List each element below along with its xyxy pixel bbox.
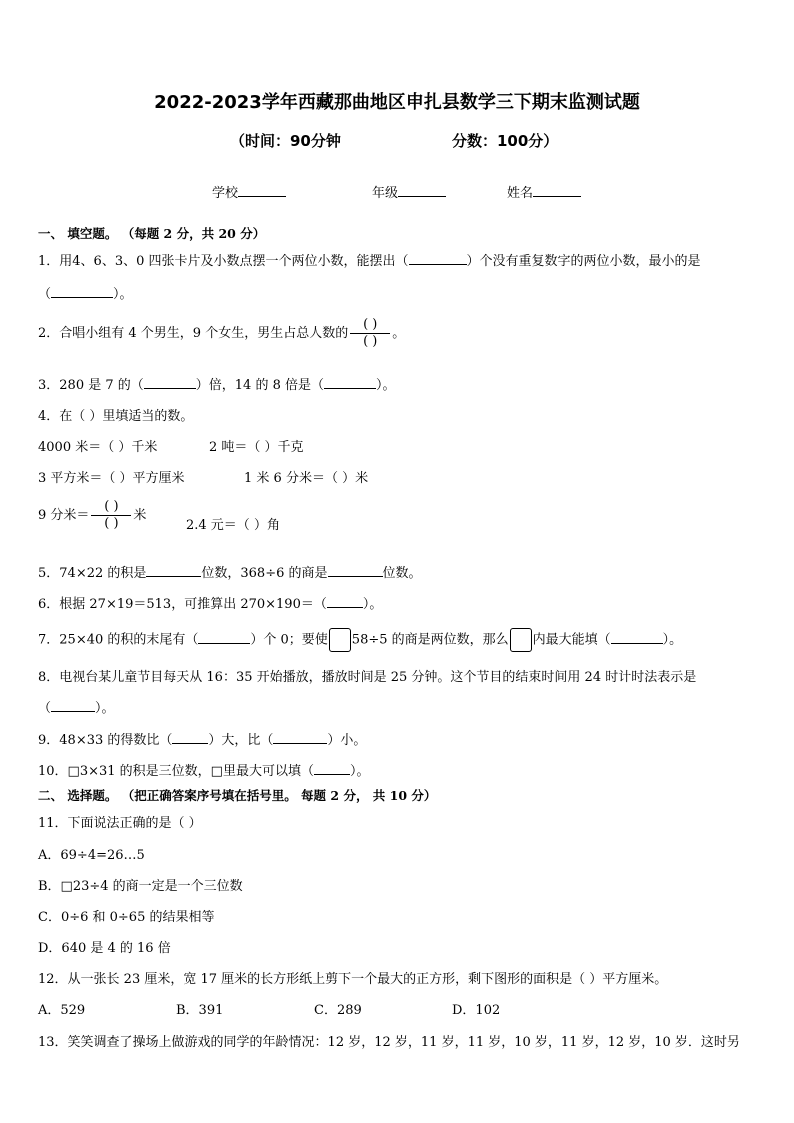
q4-item-1[interactable]: 4000 米＝（ ）千米 [38,440,158,455]
q11-option-a[interactable]: A．69÷4=26…5 [38,848,145,863]
q11-option-c[interactable]: C．0÷6 和 0÷65 的结果相等 [38,910,215,925]
q4-fraction[interactable]: $\frac{( )}{( )}$ [91,499,131,532]
q12-option-c[interactable]: C．289 [314,1003,362,1018]
section1-heading: 一、 填空题。 （每题 2 分，共 20 分） [38,226,266,241]
q3-blank-1[interactable] [144,377,196,389]
q9-blank-2[interactable] [273,732,327,744]
q12-option-b[interactable]: B．391 [176,1003,224,1018]
q11-option-b[interactable]: B．□23÷4 的商一定是一个三位数 [38,879,243,894]
grade-field: 年级 [372,182,446,201]
question-6: 6．根据 27×19＝513，可推算出 270×190＝（ ）。 [38,597,383,612]
q2-fraction[interactable]: $\frac{( )}{( )}$ [350,317,390,350]
q4-item-2[interactable]: 2 吨＝（ ）千克 [209,440,304,455]
q1-blank-1[interactable] [409,253,467,265]
q12-option-d[interactable]: D．102 [452,1003,501,1018]
question-3: 3．280 是 7 的（ ）倍，14 的 8 倍是（ ）。 [38,378,396,393]
question-10: 10．□3×31 的积是三位数，□里最大可以填（ ）。 [38,764,370,779]
name-blank[interactable] [533,185,581,197]
q4-item-5[interactable]: 9 分米＝ $\frac{( )}{( )}$ 米 [38,499,147,531]
q5-blank-1[interactable] [146,565,201,577]
q7-box-1[interactable] [329,628,351,652]
question-5: 5．74×22 的积是 位数，368÷6 的商是 位数。 [38,566,422,581]
grade-blank[interactable] [398,185,446,197]
question-8-cont: （ ）。 [38,701,115,716]
q6-blank[interactable] [327,596,363,608]
q9-blank-1[interactable] [172,732,208,744]
q11-option-d[interactable]: D．640 是 4 的 16 倍 [38,941,171,956]
question-8: 8．电视台某儿童节目每天从 16：35 开始播放，播放时间是 25 分钟。这个节目的结束时间用 24 时计时法表示是 [38,670,697,685]
time-info: （时间：90分钟 [230,132,341,150]
question-1-cont: （ ）。 [38,287,133,302]
question-11: 11．下面说法正确的是（ ） [38,816,202,831]
q8-blank[interactable] [51,700,95,712]
school-field: 学校 [212,182,286,201]
q4-item-4[interactable]: 1 米 6 分米＝（ ）米 [244,471,369,486]
question-9: 9．48×33 的得数比（ ）大，比（ ）小。 [38,733,367,748]
q3-blank-2[interactable] [324,377,376,389]
question-2: 2．合唱小组有 4 个男生，9 个女生，男生占总人数的 $\frac{( )}{( )}$ 。 [38,317,406,349]
q5-blank-2[interactable] [328,565,383,577]
q4-item-3[interactable]: 3 平方米＝（ ）平方厘米 [38,471,185,486]
q7-box-2[interactable] [510,628,532,652]
q10-blank[interactable] [314,763,350,775]
question-7: 7．25×40 的积的末尾有（ ）个 0；要使 58÷5 的商是两位数，那么 内最大能填（ ）。 [38,628,682,652]
score-info: 分数：100分） [452,132,559,150]
question-13: 13．笑笑调查了操场上做游戏的同学的年龄情况：12 岁，12 岁，11 岁，11 岁，10 岁，11 岁，12 岁，10 岁．这时另 [38,1035,740,1050]
name-field: 姓名 [507,182,581,201]
page-title: 2022-2023学年西藏那曲地区申扎县数学三下期末监测试题 [154,92,640,113]
section2-heading: 二、 选择题。 （把正确答案序号填在括号里。 每题 2 分， 共 10 分） [38,788,437,803]
school-blank[interactable] [238,185,286,197]
question-12: 12．从一张长 23 厘米，宽 17 厘米的长方形纸上剪下一个最大的正方形，剩下图形的面积是（ ）平方厘米。 [38,972,668,987]
q12-option-a[interactable]: A．529 [38,1003,86,1018]
q7-blank-2[interactable] [611,632,663,644]
q7-blank-1[interactable] [198,632,250,644]
question-1: 1．用4、6、3、0 四张卡片及小数点摆一个两位小数，能摆出（ ）个没有重复数字的两位小数，最小的是 [38,254,701,269]
question-4-intro: 4．在（ ）里填适当的数。 [38,409,194,424]
q1-blank-2[interactable] [51,286,113,298]
q4-item-6[interactable]: 2.4 元＝（ ）角 [186,518,280,533]
